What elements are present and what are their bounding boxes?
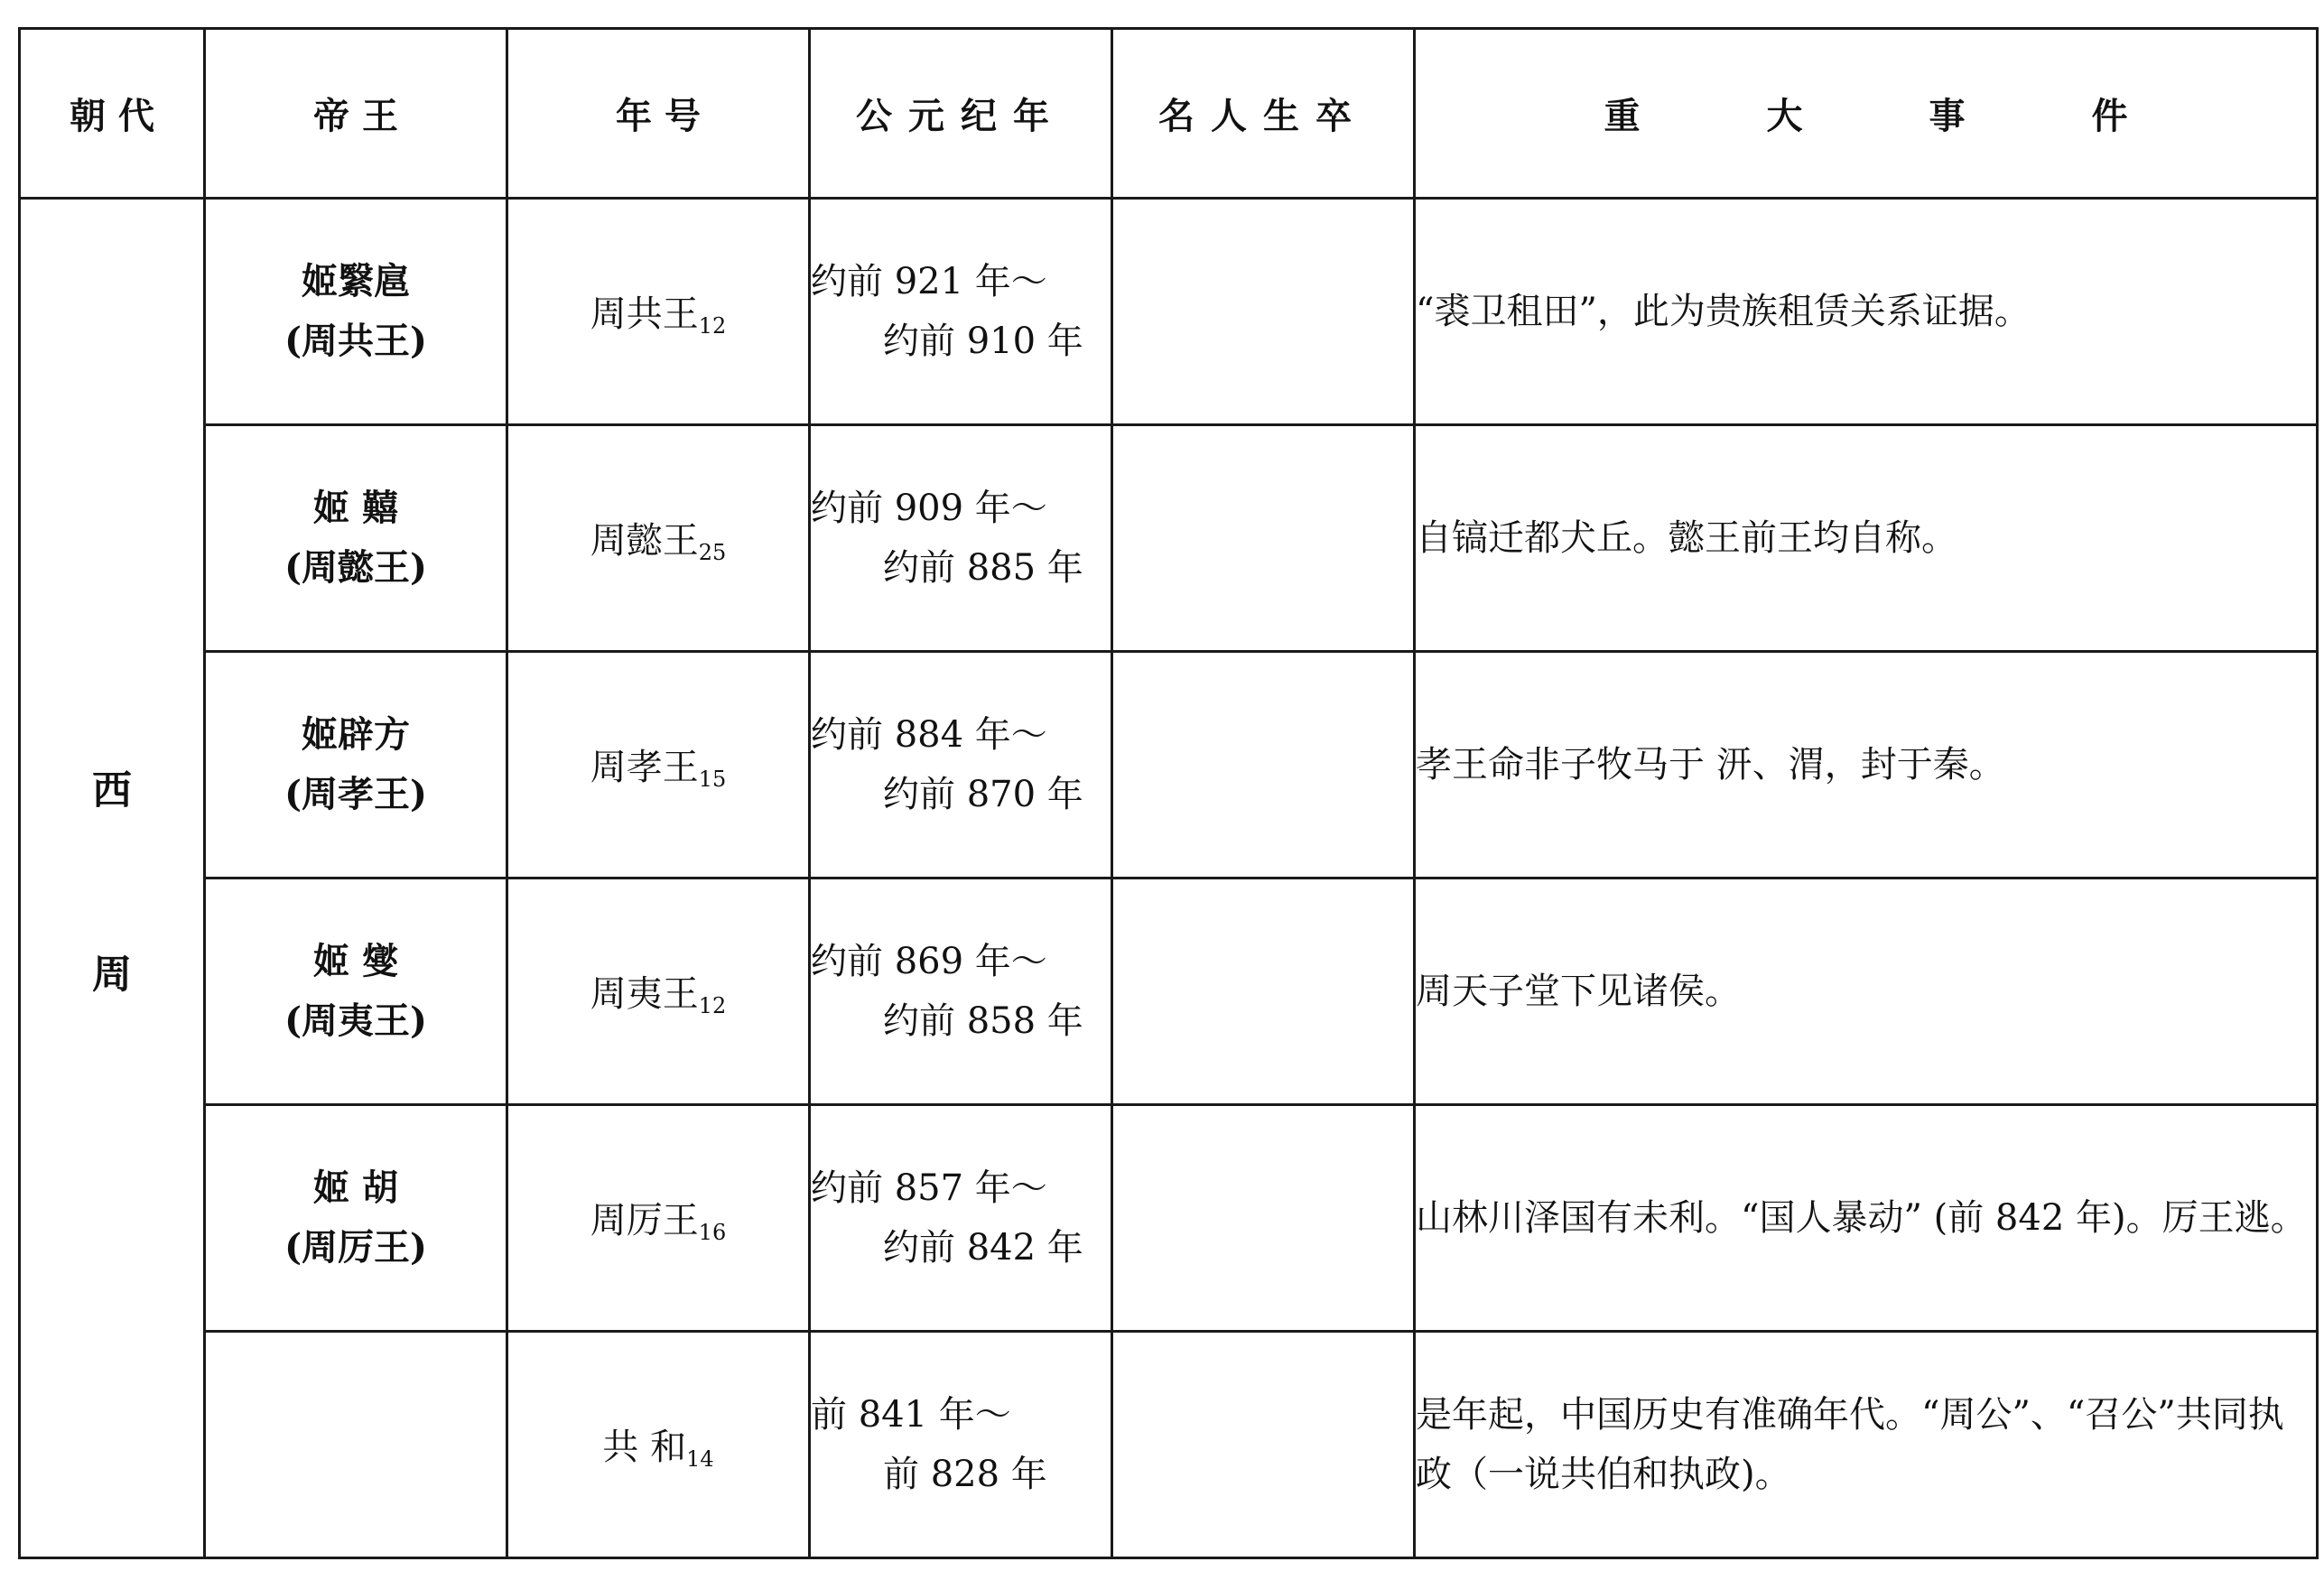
emperor-cell bbox=[205, 1332, 507, 1558]
year-cell: 约前 921 年～ 约前 910 年 bbox=[810, 199, 1112, 425]
emperor-cell: 姬繄扈 (周共王) bbox=[205, 199, 507, 425]
table-row bbox=[20, 878, 2318, 1105]
event-cell: 山林川泽国有未利。“国人暴动” (前 842 年)。厉王逃。 bbox=[1415, 1105, 2318, 1332]
era-cell: 周厉王$_{16}$ bbox=[507, 1105, 810, 1332]
header-famous: 名人生卒 bbox=[1112, 29, 1415, 199]
table-row bbox=[20, 1332, 2318, 1558]
chronology-table bbox=[18, 27, 2319, 1559]
famous-cell bbox=[1112, 199, 1415, 425]
event-cell: 孝王命非子牧马于 汧、渭，封于秦。 bbox=[1415, 652, 2318, 878]
table-row bbox=[20, 652, 2318, 878]
event-cell: 周天子堂下见诸侯。 bbox=[1415, 878, 2318, 1105]
header-dynasty: 朝 代 bbox=[20, 29, 205, 199]
table-row bbox=[20, 425, 2318, 652]
emperor-cell: 姬 燮 (周夷王) bbox=[205, 878, 507, 1105]
emperor-cell: 姬 囏 (周懿王) bbox=[205, 425, 507, 652]
famous-cell bbox=[1112, 1105, 1415, 1332]
year-cell: 约前 909 年～ 约前 885 年 bbox=[810, 425, 1112, 652]
header-era: 年 号 bbox=[507, 29, 810, 199]
era-cell: 周共王$_{12}$ bbox=[507, 199, 810, 425]
era-cell: 共 和$_{14}$ bbox=[507, 1332, 810, 1558]
era-cell: 周夷王$_{12}$ bbox=[507, 878, 810, 1105]
era-cell: 周懿王$_{25}$ bbox=[507, 425, 810, 652]
famous-cell bbox=[1112, 878, 1415, 1105]
header-emperor: 帝 王 bbox=[205, 29, 507, 199]
table-row bbox=[20, 199, 2318, 425]
year-cell: 约前 857 年～ 约前 842 年 bbox=[810, 1105, 1112, 1332]
header-events: 重 大 事 件 bbox=[1415, 29, 2318, 199]
famous-cell bbox=[1112, 652, 1415, 878]
dynasty-cell: 西 周 bbox=[20, 199, 205, 1558]
famous-cell bbox=[1112, 1332, 1415, 1558]
header-year: 公元纪年 bbox=[810, 29, 1112, 199]
year-cell: 约前 869 年～ 约前 858 年 bbox=[810, 878, 1112, 1105]
year-cell: 约前 884 年～ 约前 870 年 bbox=[810, 652, 1112, 878]
header-row bbox=[20, 29, 2318, 199]
emperor-cell: 姬辟方 (周孝王) bbox=[205, 652, 507, 878]
year-cell: 前 841 年～ 前 828 年 bbox=[810, 1332, 1112, 1558]
table-row bbox=[20, 1105, 2318, 1332]
famous-cell bbox=[1112, 425, 1415, 652]
event-cell: 是年起，中国历史有准确年代。“周公”、“召公”共同执政（一说共伯和执政)。 bbox=[1415, 1332, 2318, 1558]
event-cell: “裘卫租田”，此为贵族租赁关系证据。 bbox=[1415, 199, 2318, 425]
era-cell: 周孝王$_{15}$ bbox=[507, 652, 810, 878]
event-cell: 自镐迁都犬丘。懿王前王均自称。 bbox=[1415, 425, 2318, 652]
emperor-cell: 姬 胡 (周厉王) bbox=[205, 1105, 507, 1332]
